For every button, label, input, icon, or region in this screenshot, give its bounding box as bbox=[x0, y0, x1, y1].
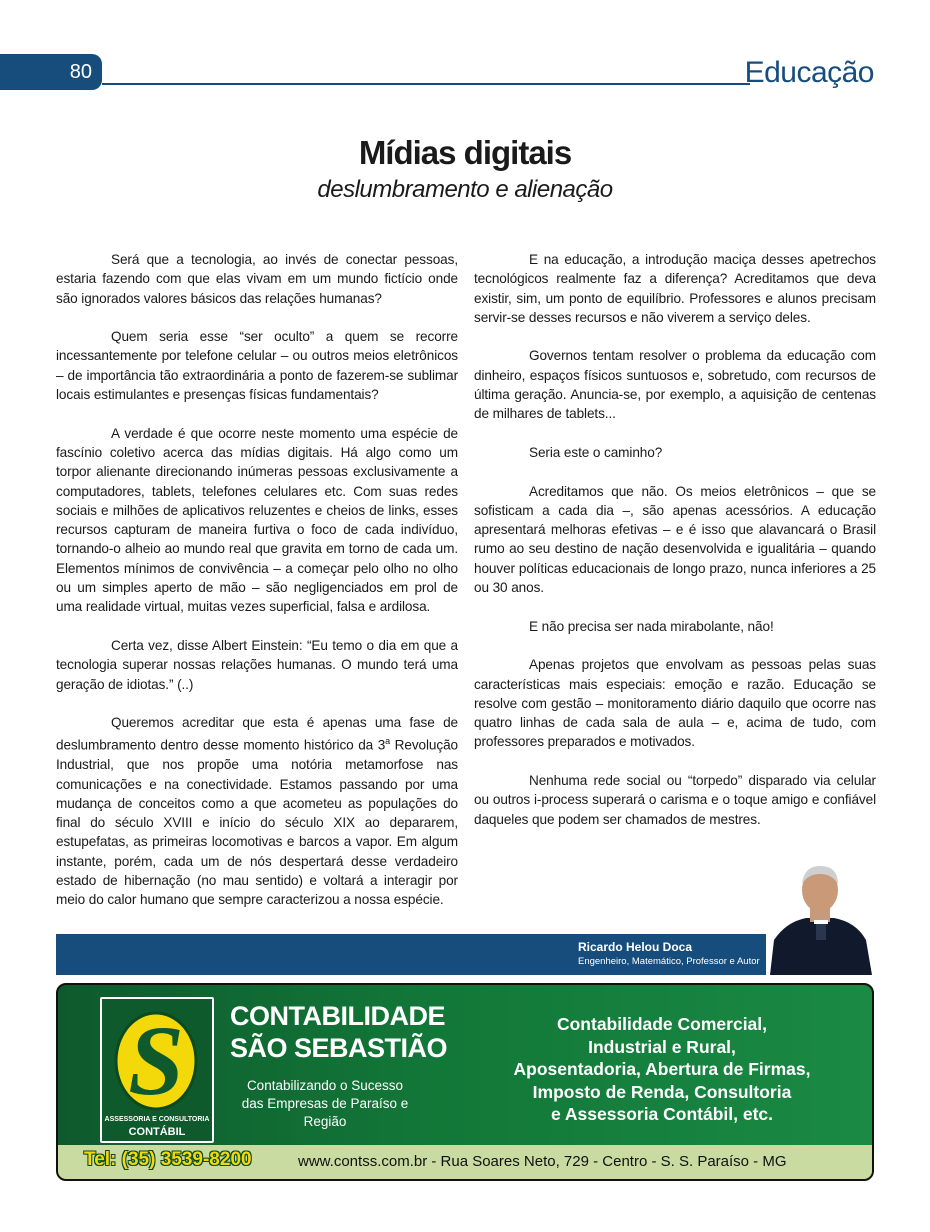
paragraph: E não precisa ser nada mirabolante, não! bbox=[529, 618, 774, 634]
ordinal-superscript: a bbox=[385, 736, 391, 747]
advertisement bbox=[56, 983, 874, 1181]
paragraph bbox=[56, 713, 458, 910]
author-bar bbox=[56, 934, 874, 975]
author-portrait-icon bbox=[766, 862, 874, 975]
header-rule bbox=[102, 83, 750, 85]
paragraph: Seria este o caminho? bbox=[529, 444, 663, 460]
service-line: Contabilidade Comercial, bbox=[556, 1014, 768, 1034]
paragraph-text: Revolução Industrial, que nos propõe uma notória metamorfose nas comunicações e na conectividade. Estamos passando por uma mudança de conceitos como a que acometeu as populações do final do século XVIII e início do século XIX ao depararem, estupefatas, as primeiras locomotivas e barcos a vapor. Em algum instante, porém, cada um de nós despertará desse verdadeiro estado de hibernação (no mau sentido) e voltará a interagir por meio do calor humano que sempre caracterizou a nossa espécie. bbox=[56, 737, 458, 908]
ad-address: www.contss.com.br - Rua Soares Neto, 729 - Centro - S. S. Paraíso - MG bbox=[298, 1153, 787, 1170]
s-logo-icon bbox=[102, 999, 212, 1115]
company-logo bbox=[100, 997, 214, 1143]
logo-letter: S bbox=[128, 1005, 184, 1115]
paragraph: Acreditamos que não. Os meios eletrônicos – que se sofisticam a cada dia –, são apenas acessórios. A educação apresentará melhoras efetivas – e é isso que alavancará o Brasil rumo ao seu destino de nação desenvolvida e igualitária – quando houver políticas educacionais de longo prazo, nunca inferiores a 25 ou 30 anos. bbox=[474, 483, 876, 596]
service-line: e Assessoria Contábil, etc. bbox=[550, 1104, 774, 1125]
service-line: Industrial e Rural, bbox=[588, 1036, 736, 1057]
page-number: 80 bbox=[69, 61, 92, 83]
paragraph: Será que a tecnologia, ao invés de conectar pessoas, estaria fazendo com que elas vivam em um mundo fictício onde são ignorados valores básicos das relações humanas? bbox=[56, 252, 458, 306]
left-column bbox=[56, 250, 458, 929]
brand-name-line1: CONTABILIDADE bbox=[230, 1001, 445, 1031]
service-line: Imposto de Renda, Consultoria bbox=[532, 1081, 792, 1102]
paragraph: Nenhuma rede social ou “torpedo” disparado via celular ou outros i-process superará o carisma e o toque amigo e confiável daqueles que podem ser chamados de mestres. bbox=[474, 773, 876, 827]
logo-tagline: ASSESSORIA E CONSULTORIA bbox=[104, 1116, 210, 1123]
paragraph: A verdade é que ocorre neste momento uma espécie de fascínio coletivo acerca das mídias digitais. Há algo como um torpor alienante direcionando inúmeras pessoas exclusivamente a computadores, tablets, telefones celulares etc. Com suas redes sociais e milhões de aplicativos reluzentes e cheios de links, esses recursos capturam de maneira furtiva o foco de cada indivíduo, tornando-o alheio ao mundo real que gravita em torno de cada um. Elementos mínimos de convivência – a começar pelo olho no olho ou um simples aperto de mão – são negligenciados em prol de uma realidade virtual, muitas vezes superficial, falsa e ardilosa. bbox=[56, 425, 458, 615]
ad-slogan: Contabilizando o Sucesso das Empresas de Paraíso e Região bbox=[241, 1078, 409, 1129]
service-line: Aposentadoria, Abertura de Firmas, bbox=[513, 1059, 811, 1080]
paragraph: Apenas projetos que envolvam as pessoas pelas suas características mais especiais: emoção e razão. Educação se resolve com gestão – monitoramento diário daquilo que ocorre nas quatro linhas de cada sala de aula – e, acima de tudo, com professores preparados e motivados. bbox=[474, 657, 876, 750]
paragraph-text: Queremos acreditar que esta é apenas uma fase de deslumbramento dentro desse momento histórico da 3 bbox=[56, 715, 458, 753]
logo-tagline-2: CONTÁBIL bbox=[128, 1126, 186, 1138]
right-column bbox=[474, 250, 876, 848]
author-role: Engenheiro, Matemático, Professor e Autor bbox=[578, 956, 760, 967]
paragraph: Certa vez, disse Albert Einstein: “Eu temo o dia em que a tecnologia superar nossas relações humanas. O mundo terá uma geração de idiotas.” (..) bbox=[56, 637, 458, 692]
article-title: Mídias digitais bbox=[358, 134, 572, 171]
brand-name-line2: SÃO SEBASTIÃO bbox=[230, 1033, 448, 1063]
paragraph: E na educação, a introdução maciça desses apetrechos tecnológicos realmente faz a diferença? Acreditamos que deva existir, sim, um ponto de equilíbrio. Professores e alunos precisam servir-se desses recursos e não viverem a serviço deles. bbox=[474, 252, 876, 325]
author-photo bbox=[766, 862, 874, 975]
paragraph: Governos tentam resolver o problema da educação com dinheiro, espaços físicos suntuosos e, sobretudo, com recursos de última geração. Anuncia-se, por exemplo, a aquisição de centenas de milhares de tablets... bbox=[474, 348, 876, 422]
author-name: Ricardo Helou Doca bbox=[578, 940, 693, 954]
section-title: Educação bbox=[744, 56, 874, 89]
ad-contact-bar bbox=[58, 1145, 872, 1179]
page-number-tab bbox=[0, 54, 102, 90]
paragraph: Quem seria esse “ser oculto” a quem se recorre incessantemente por telefone celular – ou outros meios eletrônicos – de importância tão extraordinária a ponto de fazerem-se sublimar locais estimulantes e presenças físicas fundamentais? bbox=[56, 329, 458, 403]
services-list bbox=[478, 1013, 846, 1126]
ad-phone: Tel: (35) 3539-8200 bbox=[84, 1149, 252, 1170]
article-subtitle: deslumbramento e alienação bbox=[317, 176, 613, 203]
